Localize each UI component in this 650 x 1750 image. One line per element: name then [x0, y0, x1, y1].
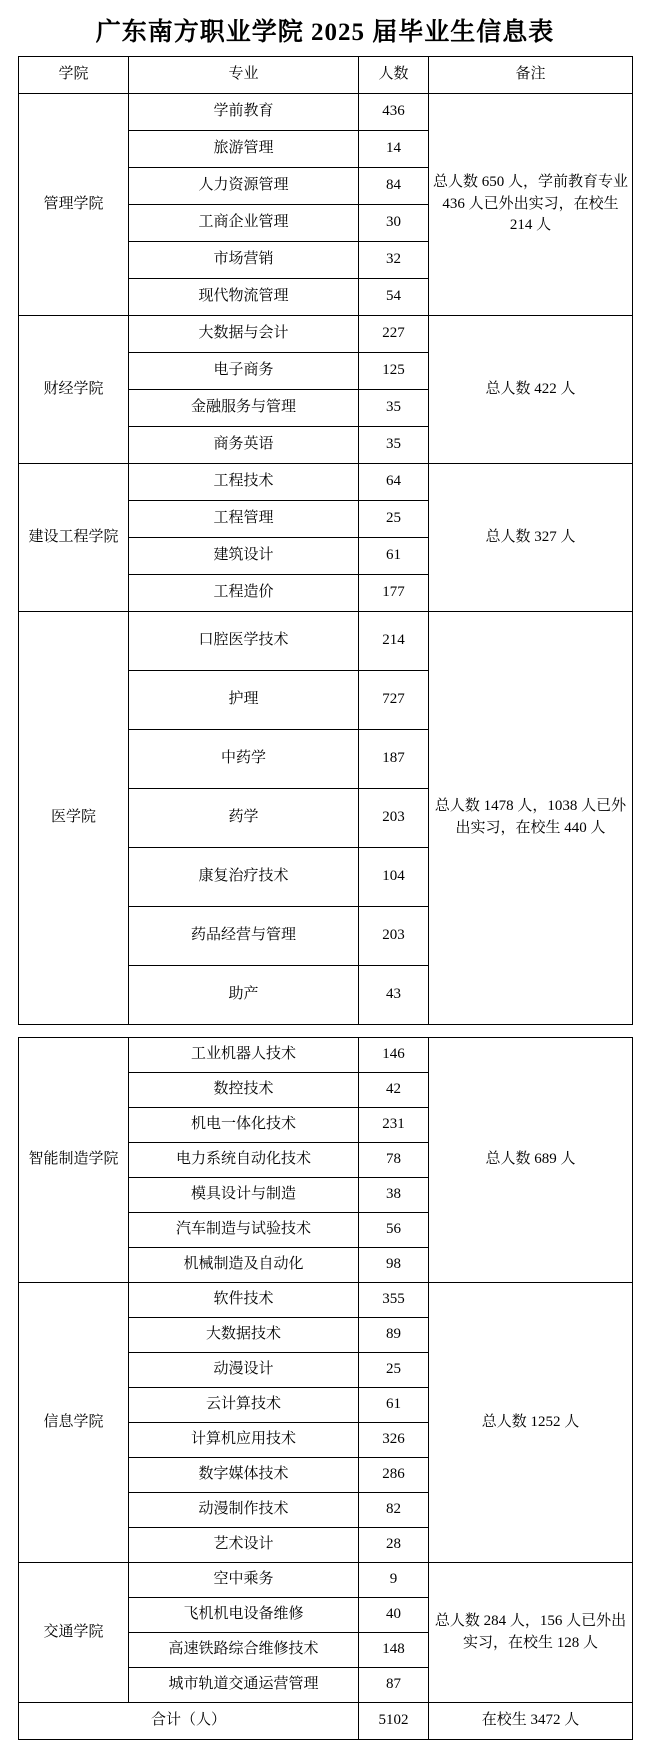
college-note: 总人数 327 人: [429, 464, 633, 612]
student-count: 78: [359, 1143, 429, 1178]
major-name: 护理: [129, 671, 359, 730]
student-count: 84: [359, 168, 429, 205]
table-row: [19, 316, 633, 353]
major-name: 现代物流管理: [129, 279, 359, 316]
student-count: 9: [359, 1563, 429, 1598]
college-name: 财经学院: [19, 316, 129, 464]
table-row: [19, 1283, 633, 1318]
student-count: 32: [359, 242, 429, 279]
major-name: 软件技术: [129, 1283, 359, 1318]
student-count: 61: [359, 538, 429, 575]
student-count: 61: [359, 1388, 429, 1423]
student-count: 203: [359, 789, 429, 848]
student-count: 214: [359, 612, 429, 671]
student-count: 14: [359, 131, 429, 168]
college-note: 总人数 689 人: [429, 1038, 633, 1283]
student-count: 231: [359, 1108, 429, 1143]
major-name: 汽车制造与试验技术: [129, 1213, 359, 1248]
college-name: 信息学院: [19, 1283, 129, 1563]
column-header-count: 人数: [359, 57, 429, 94]
student-count: 40: [359, 1598, 429, 1633]
student-count: 98: [359, 1248, 429, 1283]
student-count: 177: [359, 575, 429, 612]
college-note: 总人数 284 人，156 人已外出实习，在校生 128 人: [429, 1563, 633, 1703]
major-name: 市场营销: [129, 242, 359, 279]
student-count: 25: [359, 1353, 429, 1388]
student-count: 326: [359, 1423, 429, 1458]
student-count: 35: [359, 427, 429, 464]
college-note: 总人数 422 人: [429, 316, 633, 464]
student-count: 203: [359, 907, 429, 966]
table-row: [19, 612, 633, 671]
major-name: 动漫制作技术: [129, 1493, 359, 1528]
column-header-college: 学院: [19, 57, 129, 94]
student-count: 35: [359, 390, 429, 427]
student-count: 227: [359, 316, 429, 353]
student-count: 148: [359, 1633, 429, 1668]
major-name: 康复治疗技术: [129, 848, 359, 907]
student-count: 436: [359, 94, 429, 131]
student-count: 146: [359, 1038, 429, 1073]
major-name: 城市轨道交通运营管理: [129, 1668, 359, 1703]
student-count: 64: [359, 464, 429, 501]
major-name: 药品经营与管理: [129, 907, 359, 966]
major-name: 口腔医学技术: [129, 612, 359, 671]
page-title: 广东南方职业学院 2025 届毕业生信息表: [95, 19, 555, 46]
student-count: 43: [359, 966, 429, 1025]
graduates-table-bottom: [18, 1037, 633, 1740]
student-count: 286: [359, 1458, 429, 1493]
major-name: 人力资源管理: [129, 168, 359, 205]
major-name: 工商企业管理: [129, 205, 359, 242]
major-name: 大数据技术: [129, 1318, 359, 1353]
major-name: 工程造价: [129, 575, 359, 612]
column-header-major: 专业: [129, 57, 359, 94]
major-name: 建筑设计: [129, 538, 359, 575]
major-name: 高速铁路综合维修技术: [129, 1633, 359, 1668]
college-note: 总人数 1478 人，1038 人已外出实习，在校生 440 人: [429, 612, 633, 1025]
student-count: 355: [359, 1283, 429, 1318]
total-count: 5102: [359, 1703, 429, 1740]
major-name: 计算机应用技术: [129, 1423, 359, 1458]
major-name: 电子商务: [129, 353, 359, 390]
major-name: 工程技术: [129, 464, 359, 501]
student-count: 125: [359, 353, 429, 390]
student-count: 727: [359, 671, 429, 730]
table-row: [19, 1563, 633, 1598]
table-header-row: [19, 57, 633, 94]
major-name: 旅游管理: [129, 131, 359, 168]
major-name: 云计算技术: [129, 1388, 359, 1423]
major-name: 学前教育: [129, 94, 359, 131]
major-name: 数字媒体技术: [129, 1458, 359, 1493]
major-name: 数控技术: [129, 1073, 359, 1108]
major-name: 空中乘务: [129, 1563, 359, 1598]
college-note: 总人数 1252 人: [429, 1283, 633, 1563]
table-total-row: [19, 1703, 633, 1740]
college-note: 总人数 650 人，学前教育专业 436 人已外出实习，在校生 214 人: [429, 94, 633, 316]
college-name: 建设工程学院: [19, 464, 129, 612]
major-name: 电力系统自动化技术: [129, 1143, 359, 1178]
college-name: 智能制造学院: [19, 1038, 129, 1283]
student-count: 87: [359, 1668, 429, 1703]
student-count: 54: [359, 279, 429, 316]
graduates-table-top: [18, 56, 633, 1025]
major-name: 机电一体化技术: [129, 1108, 359, 1143]
student-count: 28: [359, 1528, 429, 1563]
student-count: 56: [359, 1213, 429, 1248]
table-divider: [18, 1025, 632, 1037]
student-count: 187: [359, 730, 429, 789]
student-count: 25: [359, 501, 429, 538]
major-name: 中药学: [129, 730, 359, 789]
major-name: 工程管理: [129, 501, 359, 538]
college-name: 交通学院: [19, 1563, 129, 1703]
major-name: 飞机机电设备维修: [129, 1598, 359, 1633]
student-count: 104: [359, 848, 429, 907]
major-name: 助产: [129, 966, 359, 1025]
table-top-body: [19, 57, 633, 1025]
major-name: 金融服务与管理: [129, 390, 359, 427]
major-name: 大数据与会计: [129, 316, 359, 353]
major-name: 动漫设计: [129, 1353, 359, 1388]
college-name: 医学院: [19, 612, 129, 1025]
total-label: 合计（人）: [19, 1703, 359, 1740]
college-name: 管理学院: [19, 94, 129, 316]
major-name: 药学: [129, 789, 359, 848]
major-name: 模具设计与制造: [129, 1178, 359, 1213]
table-bottom-body: [19, 1038, 633, 1740]
major-name: 艺术设计: [129, 1528, 359, 1563]
student-count: 82: [359, 1493, 429, 1528]
student-count: 38: [359, 1178, 429, 1213]
column-header-note: 备注: [429, 57, 633, 94]
major-name: 机械制造及自动化: [129, 1248, 359, 1283]
student-count: 89: [359, 1318, 429, 1353]
student-count: 42: [359, 1073, 429, 1108]
table-row: [19, 94, 633, 131]
total-note: 在校生 3472 人: [429, 1703, 633, 1740]
table-row: [19, 1038, 633, 1073]
student-count: 30: [359, 205, 429, 242]
major-name: 工业机器人技术: [129, 1038, 359, 1073]
major-name: 商务英语: [129, 427, 359, 464]
table-row: [19, 464, 633, 501]
